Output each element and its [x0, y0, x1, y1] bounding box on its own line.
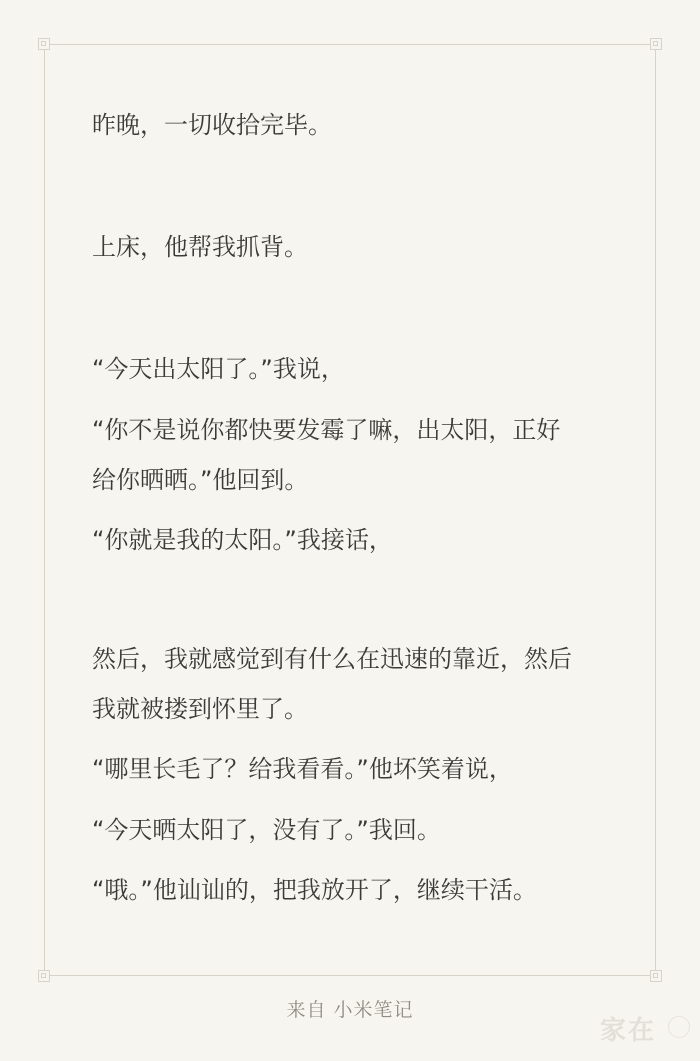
- frame-corner-ornament: [38, 970, 50, 982]
- note-text-line: “你就是我的太阳。”我接话，: [92, 526, 393, 554]
- note-text-line: 上床，他帮我抓背。: [92, 233, 308, 261]
- note-text-line: “哪里长毛了？给我看看。”他坏笑着说，: [92, 755, 513, 783]
- site-watermark: 家在: [600, 1016, 657, 1046]
- note-text-line: “今天出太阳了。”我说，: [92, 355, 345, 383]
- watermark-logo-icon: [668, 1016, 690, 1038]
- note-text-line: “你不是说你都快要发霉了嘛，出太阳，正好: [92, 416, 561, 444]
- source-footer: 来自 小米笔记: [286, 999, 414, 1021]
- note-text-line: 然后，我就感觉到有什么在迅速的靠近，然后: [92, 645, 572, 673]
- frame-corner-ornament: [38, 38, 50, 50]
- note-text-line: 昨晚，一切收拾完毕。: [92, 111, 332, 139]
- note-text-line: “今天晒太阳了，没有了。”我回。: [92, 816, 441, 844]
- note-text-line: 给你晒晒。”他回到。: [92, 466, 309, 494]
- note-text-line: 我就被搂到怀里了。: [92, 695, 308, 723]
- frame-corner-ornament: [650, 38, 662, 50]
- note-text-line: “哦。”他讪讪的，把我放开了，继续干活。: [92, 876, 537, 904]
- frame-corner-ornament: [650, 970, 662, 982]
